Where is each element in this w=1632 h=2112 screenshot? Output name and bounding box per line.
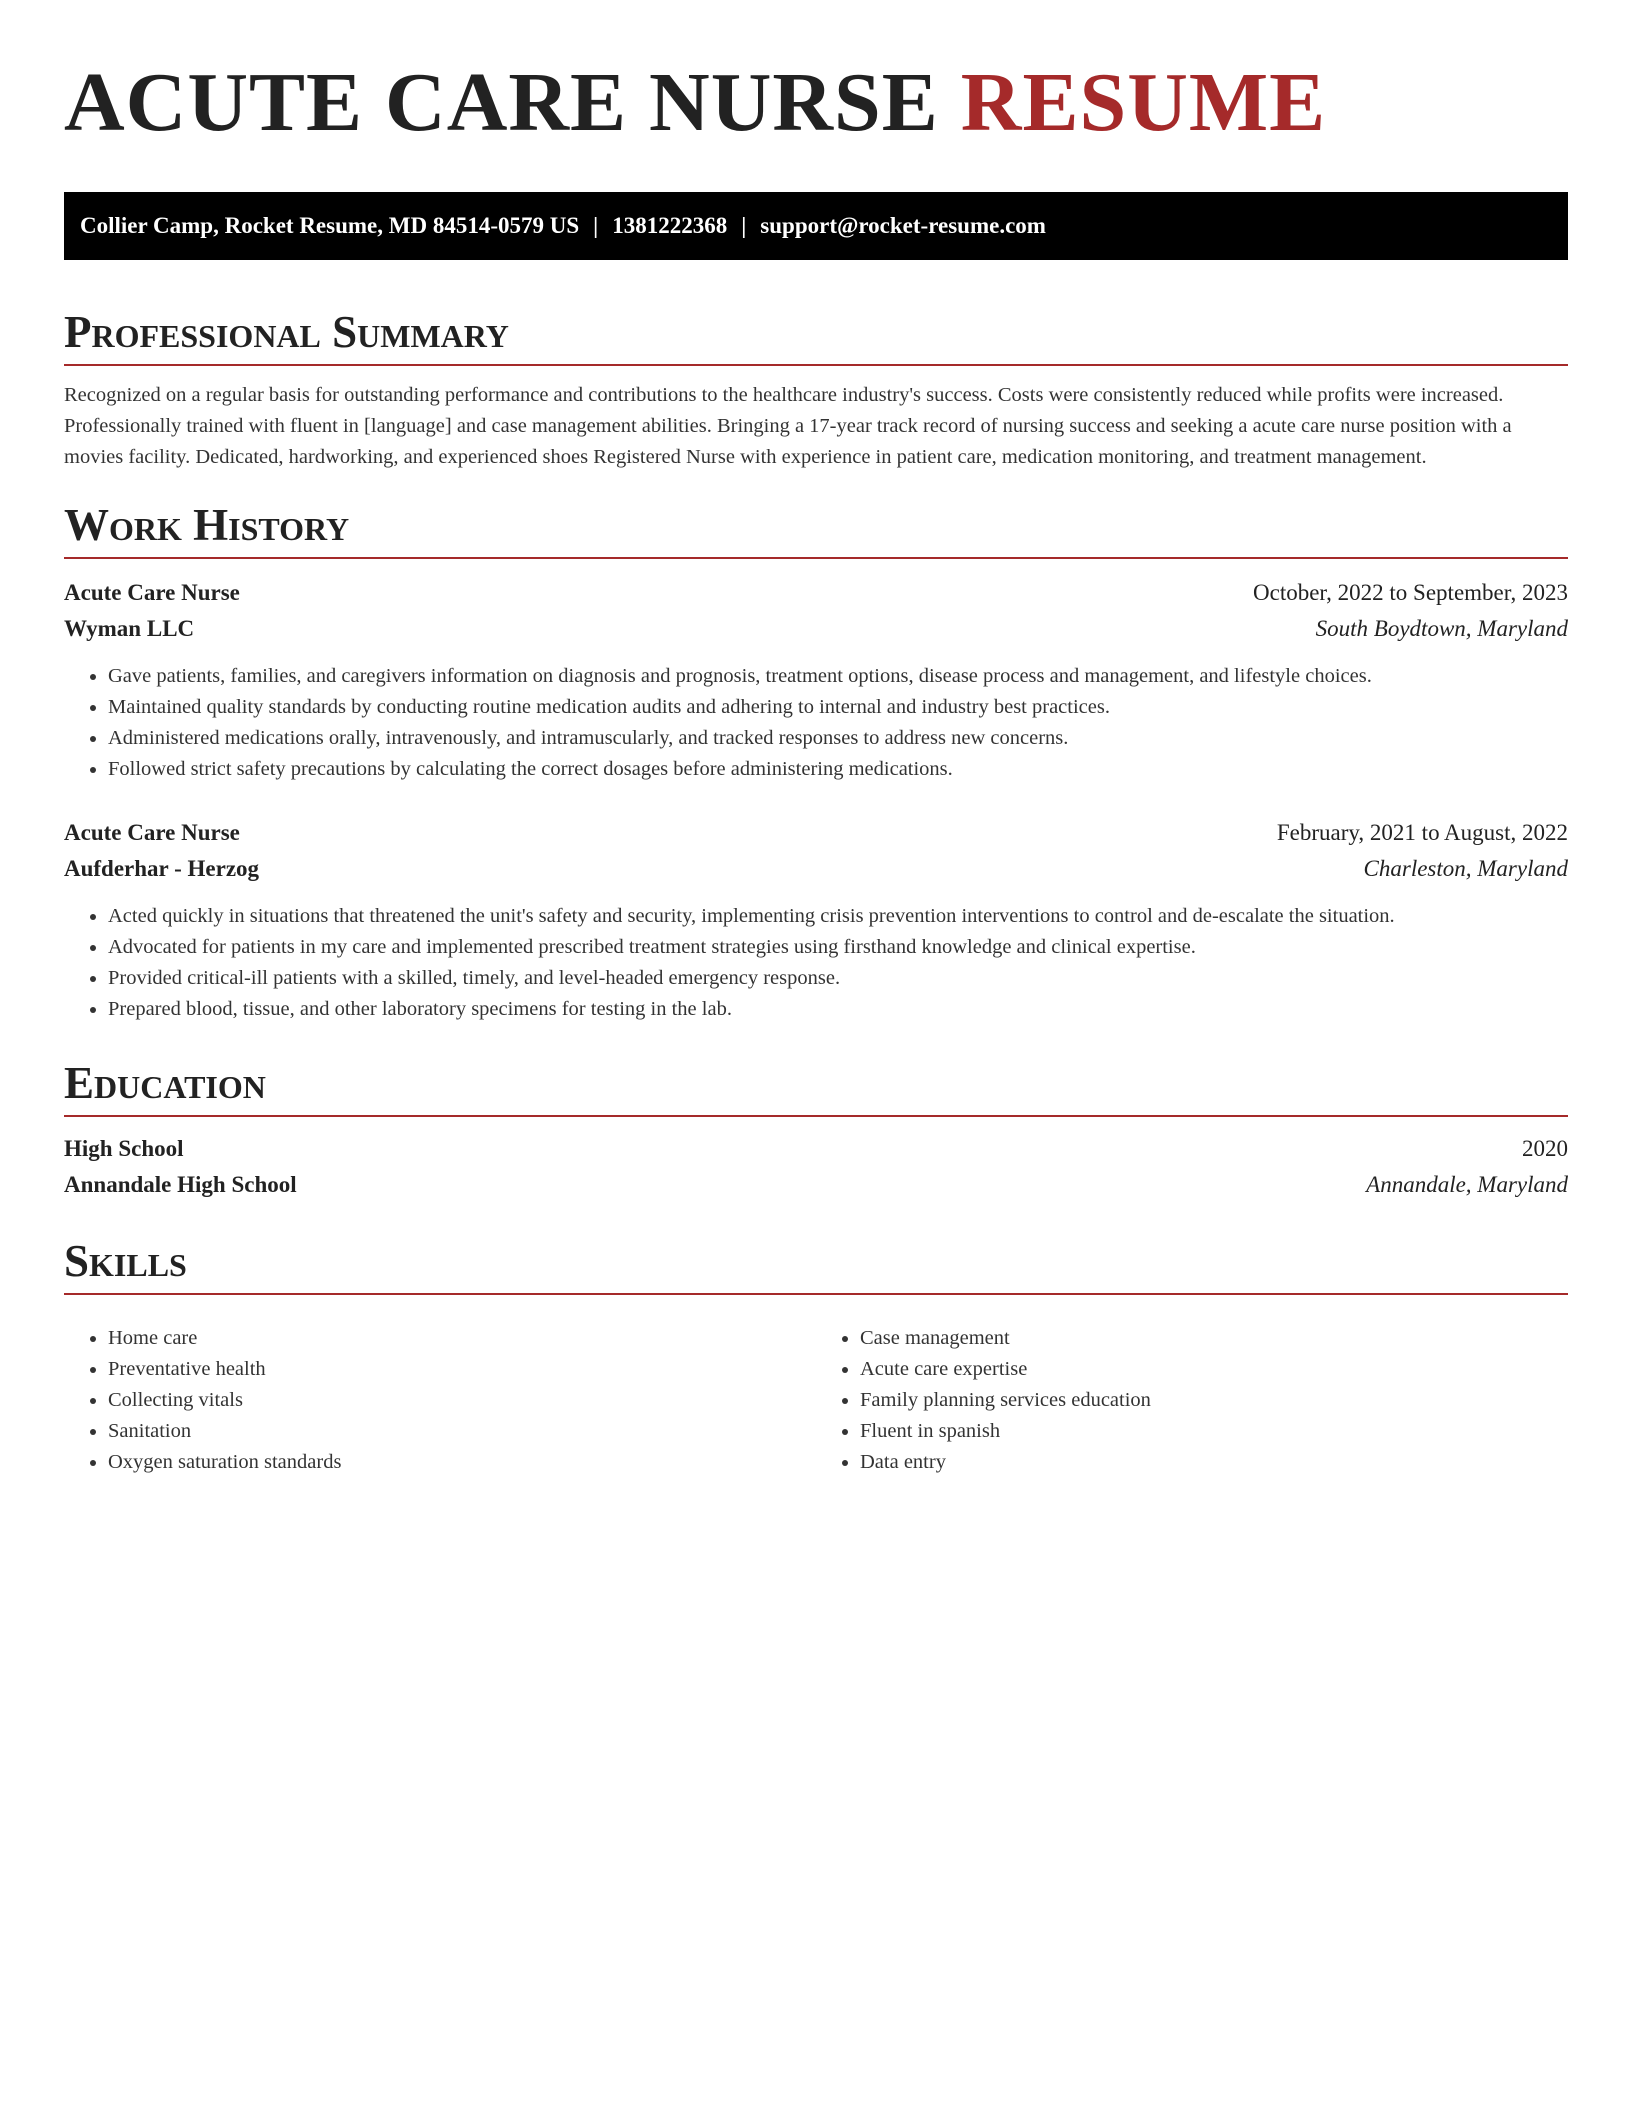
- contact-separator: |: [741, 213, 747, 238]
- education-degree: High School: [64, 1136, 184, 1161]
- job-location: Charleston, Maryland: [1363, 856, 1568, 881]
- education-year: 2020: [1522, 1136, 1568, 1161]
- skill-item: • Data entry: [860, 1447, 1568, 1478]
- skills-column-left: [64, 1309, 816, 1478]
- job-duty: • Advocated for patients in my care and implemented prescribed treatment strategies using firsthand knowledge and clinical expertise.: [108, 932, 1568, 963]
- education-heading: Education: [64, 1055, 1568, 1117]
- skill-item: • Oxygen saturation standards: [108, 1447, 816, 1478]
- skill-item: • Collecting vitals: [108, 1385, 816, 1416]
- job-duty: • Followed strict safety precautions by calculating the correct dosages before administering medications.: [108, 754, 1568, 785]
- contact-address: Collier Camp, Rocket Resume, MD 84514-0579 US: [80, 213, 580, 238]
- title-main: ACUTE CARE NURSE: [64, 56, 939, 149]
- skills-column-right: [816, 1309, 1568, 1478]
- contact-separator: |: [593, 213, 599, 238]
- job-entry: [64, 815, 1568, 1025]
- job-location: South Boydtown, Maryland: [1315, 616, 1568, 641]
- skill-item: • Preventative health: [108, 1354, 816, 1385]
- job-dates: October, 2022 to September, 2023: [1253, 580, 1568, 605]
- job-dates: February, 2021 to August, 2022: [1276, 820, 1568, 845]
- skills-grid: [64, 1309, 1568, 1478]
- job-duty: • Administered medications orally, intravenously, and intramuscularly, and tracked responses to address new concerns.: [108, 723, 1568, 754]
- job-entry: [64, 575, 1568, 785]
- resume-title: [64, 0, 1568, 176]
- job-title: Acute Care Nurse: [64, 580, 240, 605]
- title-accent: RESUME: [960, 56, 1327, 149]
- job-company-row: [64, 611, 1568, 647]
- skills-list: [816, 1323, 1568, 1478]
- job-company: Aufderhar - Herzog: [64, 856, 260, 881]
- skill-item: • Family planning services education: [860, 1385, 1568, 1416]
- education-degree-row: [64, 1131, 1568, 1167]
- education-location: Annandale, Maryland: [1366, 1172, 1568, 1197]
- job-duties-list: [64, 661, 1568, 785]
- skill-item: • Fluent in spanish: [860, 1416, 1568, 1447]
- job-company: Wyman LLC: [64, 616, 195, 641]
- job-duty: • Gave patients, families, and caregivers information on diagnosis and prognosis, treatment options, disease process and management, and lifestyle choices.: [108, 661, 1568, 692]
- job-title-row: [64, 575, 1568, 611]
- summary-heading: Professional Summary: [64, 304, 1568, 366]
- education-school: Annandale High School: [64, 1172, 297, 1197]
- job-duty: • Acted quickly in situations that threatened the unit's safety and security, implementing crisis prevention interventions to control and de-escalate the situation.: [108, 901, 1568, 932]
- job-duty: • Prepared blood, tissue, and other laboratory specimens for testing in the lab.: [108, 994, 1568, 1025]
- job-title-row: [64, 815, 1568, 851]
- skill-item: • Home care: [108, 1323, 816, 1354]
- job-duty: • Provided critical-ill patients with a skilled, timely, and level-headed emergency response.: [108, 963, 1568, 994]
- job-title: Acute Care Nurse: [64, 820, 240, 845]
- job-duties-list: [64, 901, 1568, 1025]
- education-school-row: [64, 1167, 1568, 1203]
- job-duty: • Maintained quality standards by conducting routine medication audits and adhering to internal and industry best practices.: [108, 692, 1568, 723]
- skill-item: • Sanitation: [108, 1416, 816, 1447]
- skills-list: [64, 1323, 816, 1478]
- education-entry: [64, 1131, 1568, 1203]
- contact-email: support@rocket-resume.com: [760, 213, 1046, 238]
- contact-bar: [64, 192, 1568, 260]
- skill-item: • Case management: [860, 1323, 1568, 1354]
- skill-item: • Acute care expertise: [860, 1354, 1568, 1385]
- work-history-heading: Work History: [64, 497, 1568, 559]
- contact-phone: 1381222368: [612, 213, 728, 238]
- job-company-row: [64, 851, 1568, 887]
- skills-heading: Skills: [64, 1233, 1568, 1295]
- summary-text: Recognized on a regular basis for outstanding performance and contributions to the healthcare industry's success. Costs were consistently reduced while profits were increased. Professionally trained with fluent in [language] and case management abilities. Bringing a 17-year track record of nursing success and seeking a acute care nurse position with a movies facility. Dedicated, hardworking, and experienced shoes Registered Nurse with experience in patient care, medication monitoring, and treatment management.: [64, 384, 1512, 468]
